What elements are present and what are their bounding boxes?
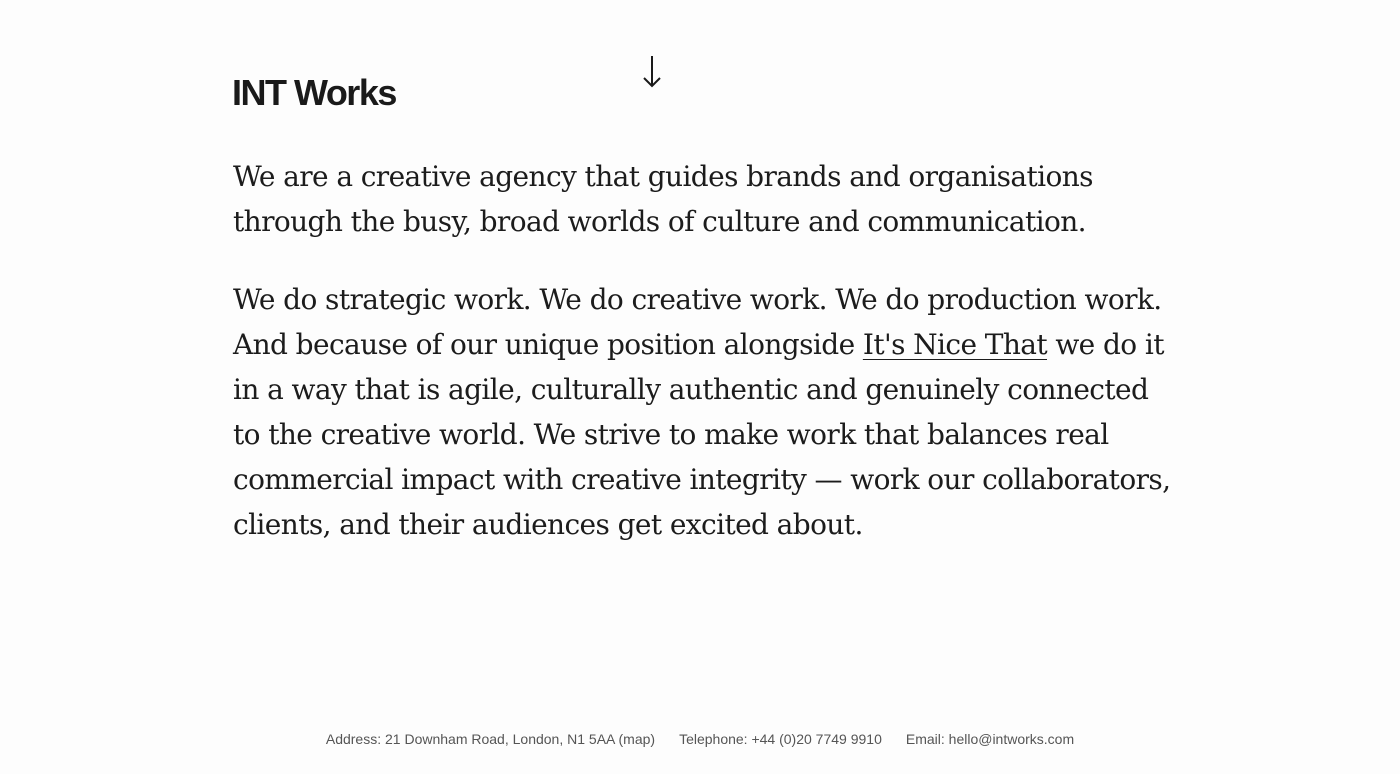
footer-email [906,731,1074,747]
arrow-down-icon[interactable] [641,55,663,89]
intro-paragraph: We are a creative agency that guides brands and organisations through the busy, broad worlds of culture and communication. [233,160,1093,238]
email-label: Email: [905,731,945,747]
telephone-label: Telephone: [679,731,748,747]
map-link[interactable]: (map) [618,731,656,747]
footer [0,731,1400,747]
footer-address [326,731,655,747]
footer-telephone [679,731,882,747]
email-link[interactable]: hello@intworks.com [948,731,1075,747]
site-logo[interactable]: INT Works [232,72,396,113]
its-nice-that-link[interactable]: It's Nice That [862,328,1048,361]
telephone-link[interactable]: +44 (0)20 7749 9910 [751,731,882,747]
services-text-after: we do it in a way that is agile, culturally authentic and genuinely connected to the creative world. We strive to make work that balances real commercial impact with creative integrity — work our collaborators, clients, and their audiences get excited about. [233,328,1171,541]
services-text-before: We do strategic work. We do creative work. We do production work. And because of our unique position alongside [233,283,1162,361]
services-paragraph [233,277,1173,547]
address-text: Address: 21 Downham Road, London, N1 5AA [325,731,615,747]
